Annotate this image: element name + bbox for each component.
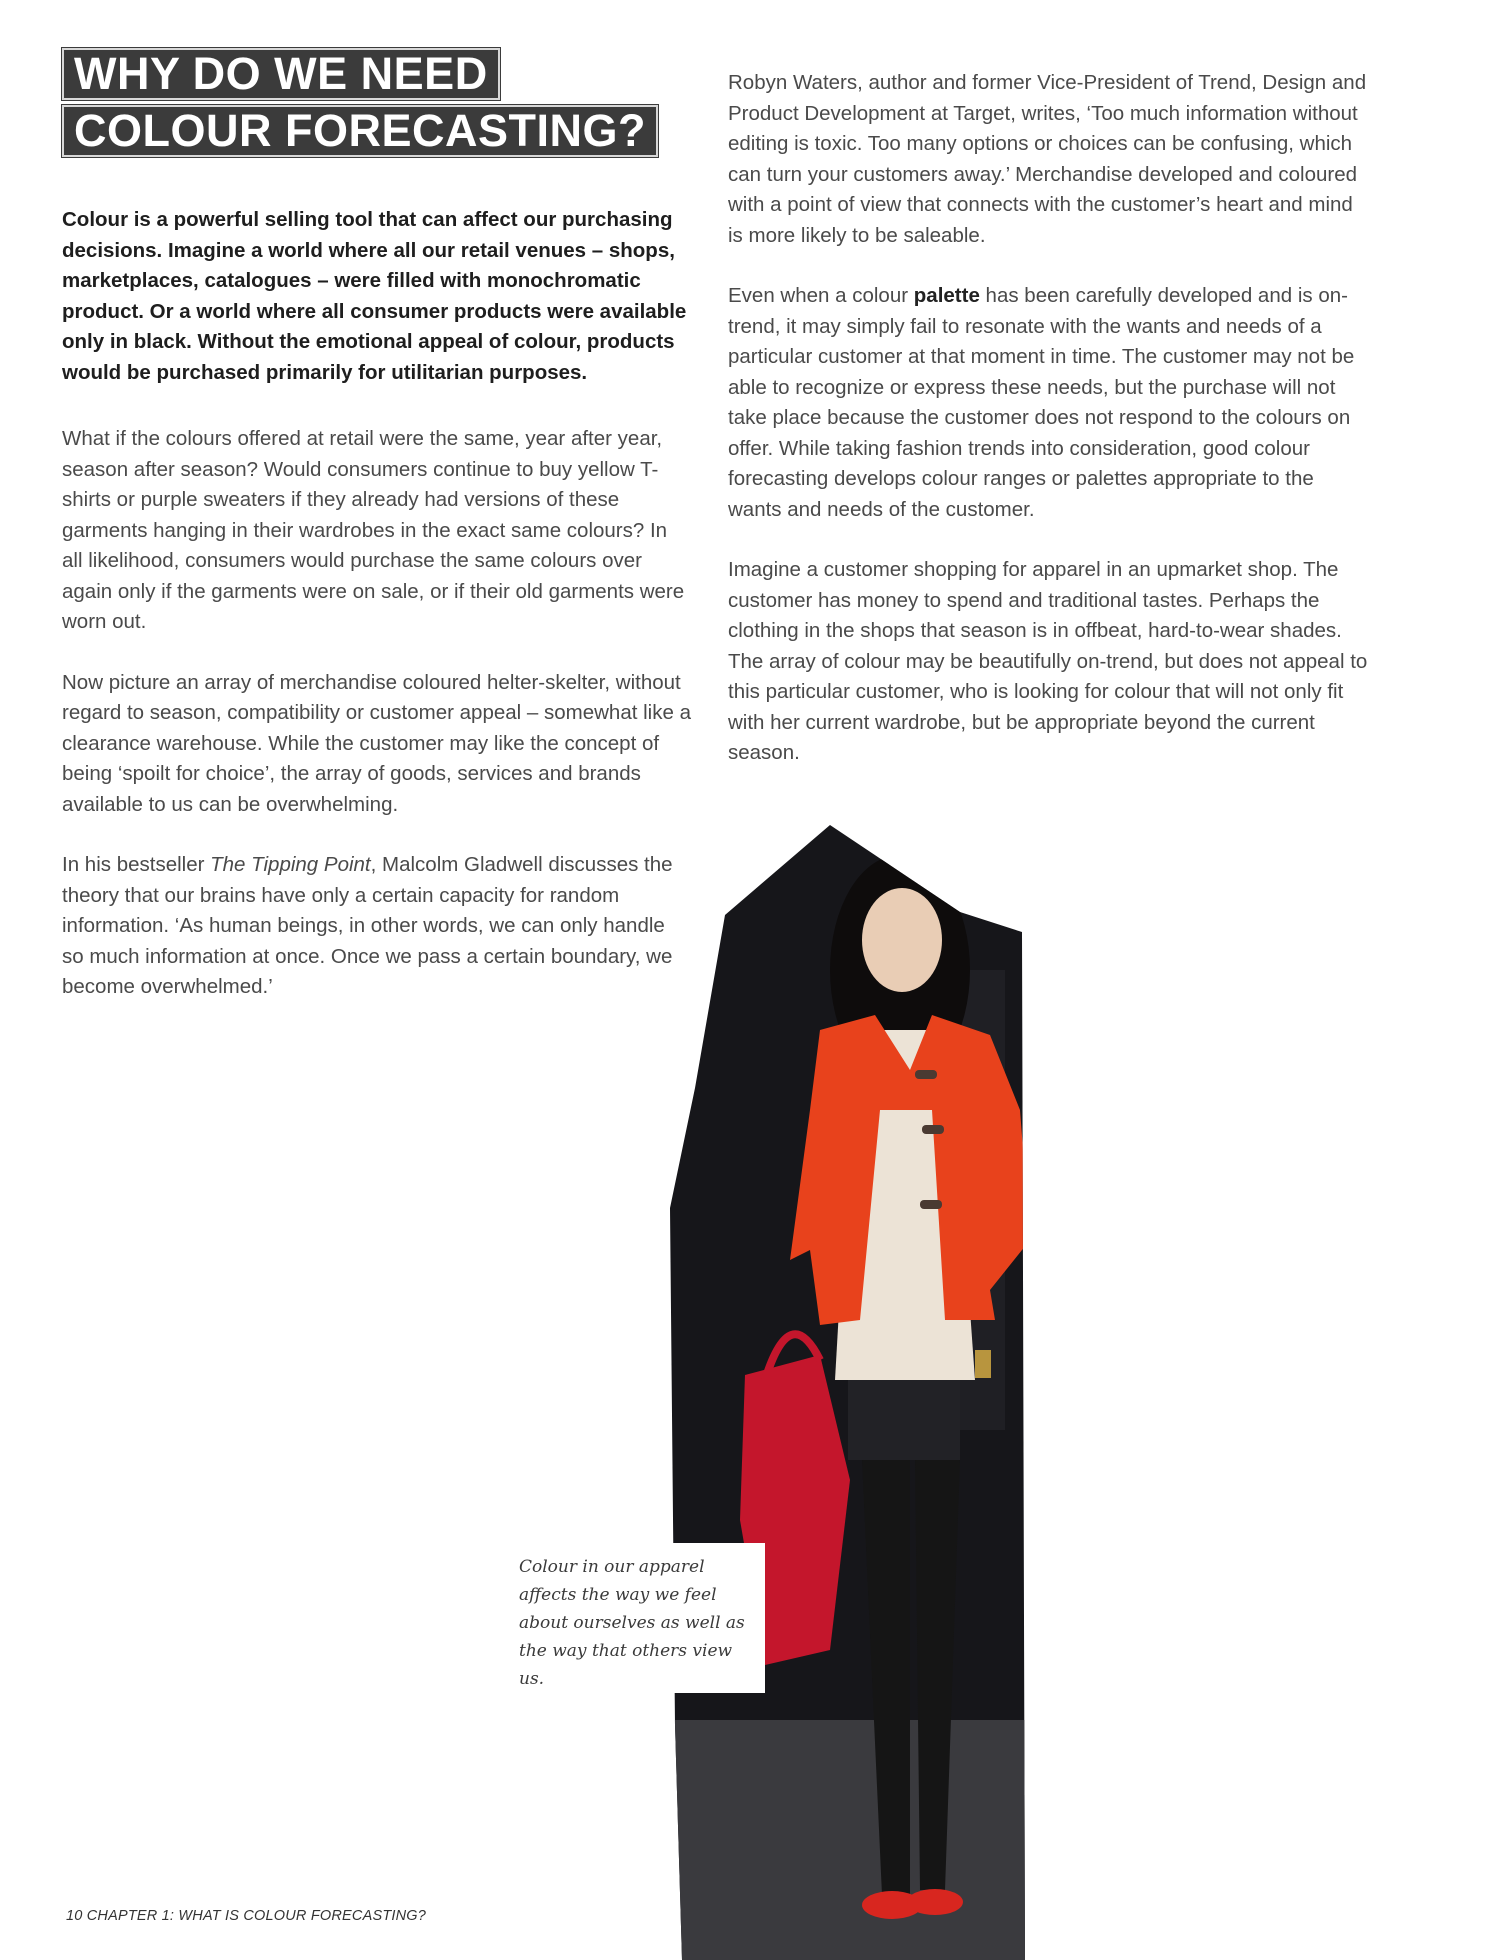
paragraph-robyn-waters: Robyn Waters, author and former Vice-President of Trend, Design and Product Development at Target, writes, ‘Too much information without editing is toxic. Too many options or choices can be confusing, which can turn your customers away.’ Merchandise developed and coloured with a point of view that connects with the customer’s heart and mind is more likely to be saleable. [728, 71, 1367, 247]
title-line-2: COLOUR FORECASTING? [62, 105, 658, 157]
skirt [848, 1380, 960, 1460]
toggle-3 [920, 1200, 942, 1209]
paragraph-upmarket-shop: Imagine a customer shopping for apparel in an upmarket shop. The customer has money to spend and traditional tastes. Perhaps the clothing in the shops that season is in offbeat, hard-to-wear shades. The array of colour may be beautifully on-trend, but does not appeal to this particular customer, who is looking for colour that will not only fit with her current wardrobe, but be appropriate beyond the current season. [728, 558, 1368, 764]
toggle-2 [922, 1125, 944, 1134]
title-line-1: WHY DO WE NEED [62, 48, 500, 100]
pavement [670, 1720, 1240, 1960]
paragraph-palette [728, 281, 1368, 525]
paragraph-helter-skelter: Now picture an array of merchandise coloured helter-skelter, without regard to season, compatibility or customer appeal – somewhat like a clearance warehouse. While the customer may like the concept of being ‘spoilt for choice’, the array of goods, services and brands available to us can be overwhelming. [62, 670, 691, 816]
photo-caption: Colour in our apparel affects the way we feel about ourselves as well as the way that others view us. [505, 1543, 765, 1693]
lead-paragraph: Colour is a powerful selling tool that can affect our purchasing decisions. Imagine a world where all our retail venues – shops, marketplaces, catalogues – were filled with monochromatic product. Or a world where all consumer products were available only in black. Without the emotional appeal of colour, products would be purchased primarily for utilitarian purposes. [62, 208, 687, 384]
book-title: The Tipping Point [210, 853, 371, 876]
left-column [62, 205, 692, 1033]
face [862, 888, 942, 992]
palette-body: has been carefully developed and is on-trend, it may simply fail to resonate with the wants and needs of a particular customer at that moment in time. The customer may not be able to recognize or express these needs, but the purchase will not take place because the customer does not respond to the colours on offer. While taking fashion trends into consideration, good colour forecasting develops colour ranges or palettes appropriate to the wants and needs of the customer. [728, 284, 1355, 521]
toggle-1 [915, 1070, 937, 1079]
paragraph-tipping-point [62, 850, 692, 1003]
tipping-point-body: , Malcolm Gladwell discusses the theory that our brains have only a certain capacity for random information. ‘As human beings, in other words, we can only handle so much information at once. Once we pass a certain boundary, we become overwhelmed.’ [62, 853, 673, 998]
red-shoe-right [907, 1889, 963, 1915]
tipping-point-intro: In his bestseller [62, 853, 211, 876]
door-lock [975, 1350, 991, 1378]
right-column [728, 68, 1368, 799]
palette-intro: Even when a colour [728, 284, 914, 307]
fashion-photo [670, 820, 1240, 1960]
paragraph-retail-colours: What if the colours offered at retail were the same, year after year, season after season? Would consumers continue to buy yellow T-shirts or purple sweaters if they already had versions of these garments hanging in their wardrobes in the exact same colours? In all likelihood, consumers would purchase the same colours over again only if the garments were on sale, or if their old garments were worn out. [62, 427, 685, 633]
page-footer: 10 CHAPTER 1: WHAT IS COLOUR FORECASTING? [66, 1908, 427, 1924]
palette-term: palette [913, 284, 980, 307]
page-title [62, 48, 658, 162]
